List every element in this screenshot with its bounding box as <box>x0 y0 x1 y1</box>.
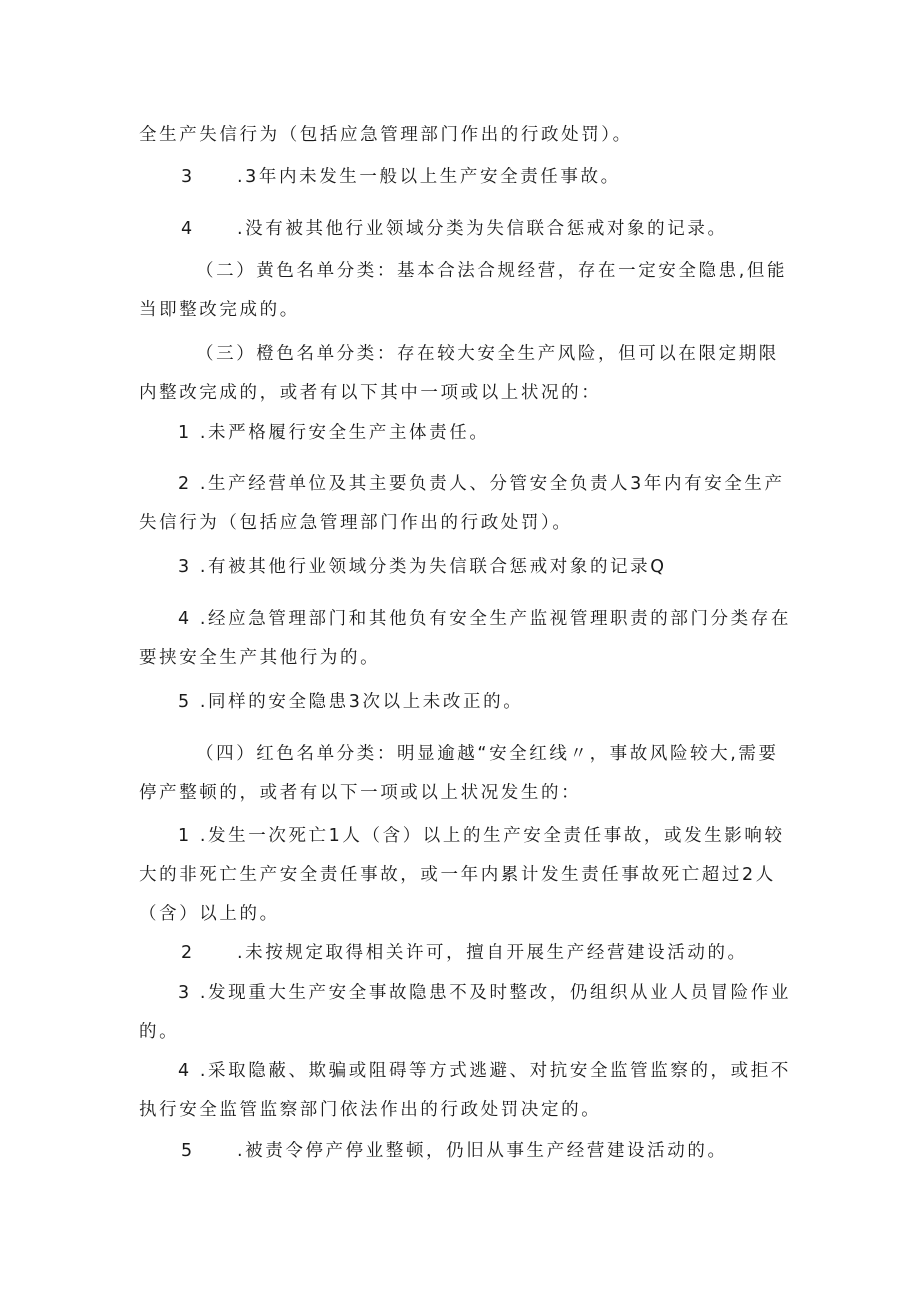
list-text: 3 .发现重大生产安全事故隐患不及时整改，仍组织从业人员冒险作业的。 <box>139 983 791 1042</box>
list-text: .3年内未发生一般以上生产安全责任事故。 <box>237 167 621 187</box>
list-text: 2 .生产经营单位及其主要负责人、分管安全负责人3年内有安全生产失信行为（包括应急管理部门作出的行政处罚）。 <box>139 474 785 533</box>
list-number: 5 <box>181 1141 195 1161</box>
list-item <box>181 934 801 973</box>
list-number: 3 <box>181 167 195 187</box>
paragraph-text: 全生产失信行为（包括应急管理部门作出的行政处罚）。 <box>139 125 633 145</box>
list-text: 5 .同样的安全隐患3次以上未改正的。 <box>178 692 524 712</box>
list-item <box>139 548 794 587</box>
list-item <box>139 600 794 678</box>
list-item <box>139 974 794 1052</box>
list-text: .未按规定取得相关许可，擅自开展生产经营建设活动的。 <box>237 943 748 963</box>
list-item <box>139 414 794 453</box>
section-text: （二）黄色名单分类：基本合法合规经营，存在一定安全隐患,但能当即整改完成的。 <box>139 261 788 320</box>
list-item <box>139 683 794 722</box>
list-item <box>139 1052 794 1130</box>
list-text: 1 .未严格履行安全生产主体责任。 <box>178 423 490 443</box>
section-yellow-list <box>139 252 794 330</box>
list-text: 4 .经应急管理部门和其他负有安全生产监视管理职责的部门分类存在要挟安全生产其他行为的。 <box>139 609 791 668</box>
section-text: （四）红色名单分类：明显逾越“安全红线〃，事故风险较大,需要停产整顿的，或者有以下一项或以上状况发生的： <box>139 744 779 803</box>
list-text: 3 .有被其他行业领域分类为失信联合惩戒对象的记录Q <box>178 557 667 577</box>
section-text: （三）橙色名单分类：存在较大安全生产风险，但可以在限定期限内整改完成的，或者有以下其中一项或以上状况的： <box>139 344 779 403</box>
list-text: 4 .采取隐蔽、欺骗或阻碍等方式逃避、对抗安全监管监察的，或拒不执行安全监管监察部门依法作出的行政处罚决定的。 <box>139 1061 791 1120</box>
list-item <box>181 210 801 249</box>
paragraph-continuation <box>139 116 794 155</box>
list-number: 4 <box>181 219 195 239</box>
section-red-list <box>139 735 794 813</box>
list-text: .没有被其他行业领域分类为失信联合惩戒对象的记录。 <box>237 219 728 239</box>
list-text: 1 .发生一次死亡1人（含）以上的生产安全责任事故，或发生影响较大的非死亡生产安全责任事故，或一年内累计发生责任事故死亡超过2人（含）以上的。 <box>139 826 785 924</box>
list-item <box>181 1132 801 1171</box>
section-orange-list <box>139 335 794 413</box>
list-text: .被责令停产停业整顿，仍旧从事生产经营建设活动的。 <box>237 1141 728 1161</box>
list-item <box>181 158 801 197</box>
list-number: 2 <box>181 943 195 963</box>
list-item <box>139 817 794 934</box>
list-item <box>139 465 794 543</box>
